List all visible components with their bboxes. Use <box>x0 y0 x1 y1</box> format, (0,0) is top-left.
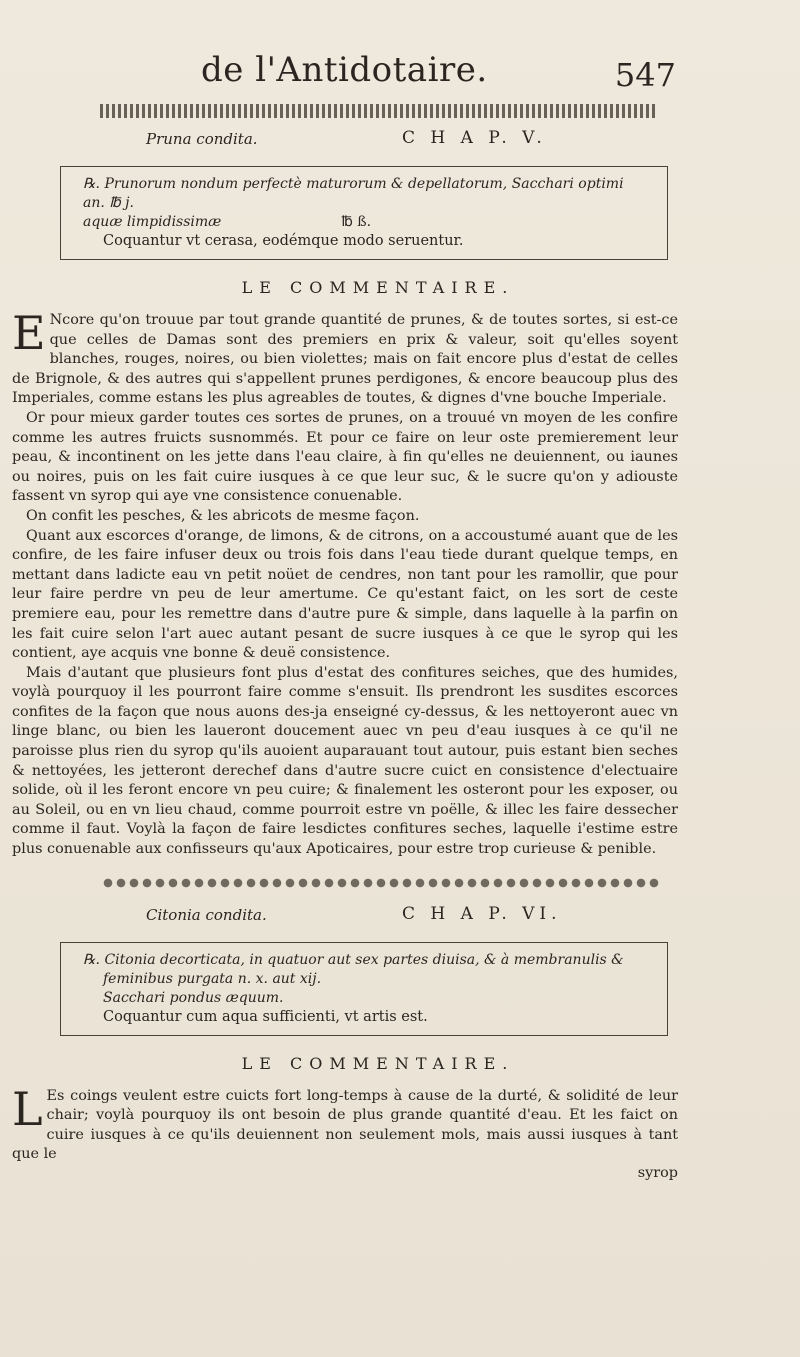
recipe-ingredient: aquæ limpidissimæ <box>83 214 222 230</box>
chapter-5-label: C H A P. V. <box>402 128 547 148</box>
recipe-line: ℞. Citonia decorticata, in quatuor aut sex partes diuisa, & à membranulis & <box>83 951 624 968</box>
dropcap: E <box>12 306 46 360</box>
chapter-5-heading <box>106 124 650 152</box>
paragraph-text: Es coings veulent estre cuicts fort long-temps à cause de la durté, & solidité de leur chair; voylà pourquoy ils ont besoin de plus grande quantité d'eau. Et les faict on cuire iusques à ce qu'ils deuiennent non seulement mols, mais aussi iusques à tant que le <box>12 1087 678 1163</box>
recipe-line <box>83 213 651 232</box>
running-title: de l'Antidotaire. <box>201 50 488 90</box>
chapter-6-latin-title: Citonia condita. <box>146 905 267 924</box>
commentary-paragraph: Or pour mieux garder toutes ces sortes de prunes, on a trouué vn moyen de les confire comme les autres fruicts susnommés. Et pour ce faire on leur oste premierement leur peau, & incontinent on les jette dans l'eau claire, à fin qu'elles ne deuiennent, ou iaunes ou noires, puis on les fait cuire iusques à ce que leur suc, & le sucre qu'on y adiouste fassent vn syrop qui aye vne consistence conuenable. <box>12 409 678 505</box>
ornament-band-top <box>100 104 658 118</box>
recipe-instruction: Coquantur cum aqua sufficienti, vt artis est. <box>103 1008 428 1025</box>
page-header <box>106 46 676 98</box>
recipe-line: an. ℔ j. <box>83 195 134 211</box>
chapter-5-recipe-box <box>60 166 668 260</box>
commentary-paragraph <box>12 306 678 409</box>
chapter-5-latin-title: Pruna condita. <box>146 130 258 148</box>
recipe-instruction: Coquantur vt cerasa, eodémque modo seruentur. <box>103 233 464 249</box>
chapter-6-heading <box>106 900 650 928</box>
recipe-line: Sacchari pondus æquum. <box>103 989 284 1006</box>
recipe-quantity: ℔ ß. <box>341 214 372 230</box>
ornament-band-middle <box>102 872 660 894</box>
page-number: 547 <box>614 56 676 94</box>
commentary-paragraph: Quant aux escorces d'orange, de limons, & de citrons, on a accoustumé auant que de les confire, de les faire infuser deux ou trois fois dans l'eau tiede durant quelque temps, en mettant dans ladicte eau vn petit noüet de cendres, non tant pour les ramollir, que pour leur faire perdre vn peu de leur amertume. Ce qu'estant faict, on les sort de ceste premiere eau, pour les remettre dans d'autre pure & simple, dans laquelle à la parfin on les fait cuire selon l'art auec autant pesant de sucre iusques à ce que le syrop qui les contient, aye acquis vne bonne & deuë consistence. <box>12 527 678 662</box>
commentary-heading-6: LE COMMENTAIRE. <box>241 1053 515 1073</box>
commentary-heading-5: LE COMMENTAIRE. <box>241 278 515 297</box>
commentary-paragraph: On confit les pesches, & les abricots de mesme façon. <box>26 507 420 524</box>
recipe-line: ℞. Prunorum nondum perfectè maturorum & depellatorum, Sacchari optimi <box>83 176 624 192</box>
paragraph-text: Ncore qu'on trouue par tout grande quantité de prunes, & de toutes sortes, si est-ce que celles de Damas sont des premiers en prix & valeur, soit qu'elles soyent blanches, rouges, noires, ou bien violettes; mais on fait encore plus d'estat de celles de Brignole, & des autres qui s'appellent prunes perdigones, & encore beaucoup plus des Imperiales, comme estans les plus agreables de toutes, & dignes d'vne bouche Imperiale. <box>12 312 678 407</box>
recipe-line: feminibus purgata n. x. aut xij. <box>103 970 322 987</box>
commentary-paragraph: Mais d'autant que plusieurs font plus d'estat des confitures seiches, que des humides, voylà pourquoy il les pourront faire comme s'ensuit. Ils prendront les susdites escorces confites de la façon que nous auons des-ja enseigné cy-dessus, & les nettoyeront auec vn linge blanc, ou bien les laueront doucement auec vn peu d'eau iusques à ce qu'il ne paroisse plus rien du syrop qu'ils auoient auparauant tout autour, puis estant bien seches & nettoyées, les jetteront derechef dans d'autre sucre cuict en consistence d'electuaire solide, où il les feront encore vn peu cuire; & finalement les osteront pour les exposer, ou au Soleil, ou en vn lieu chaud, comme pourroit estre vn poëlle, & illec les faire dessecher comme il faut. Voylà la façon de faire lesdictes confitures seches, laquelle i'estime estre plus conuenable aux confisseurs qu'aux Apoticaires, pour estre trop curieuse & penible. <box>12 664 678 858</box>
chapter-6-recipe-box <box>60 942 668 1036</box>
commentary-paragraph <box>12 1081 678 1165</box>
dropcap: L <box>12 1081 43 1136</box>
catchword: syrop <box>637 1165 678 1181</box>
chapter-6-label: C H A P. VI. <box>402 903 562 924</box>
